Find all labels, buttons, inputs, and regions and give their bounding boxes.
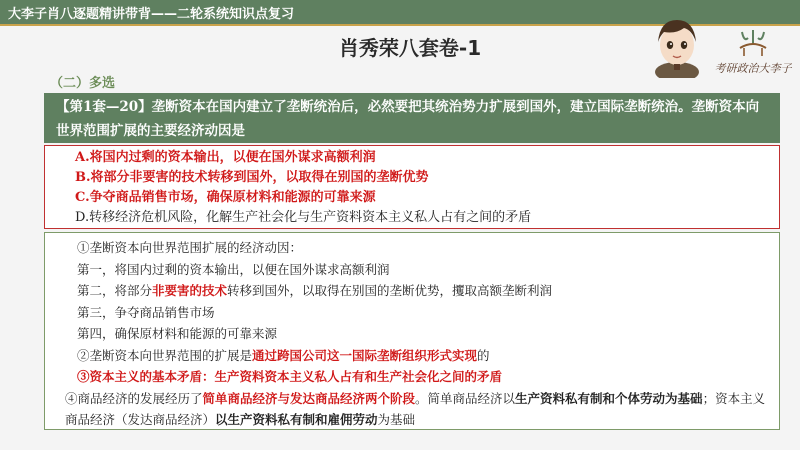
analysis-line-8-part-a: ④商品经济的发展经历了 <box>65 390 203 406</box>
option-b[interactable]: B.将部分非要害的技术转移到国外，以取得在别国的垄断优势 <box>75 170 429 185</box>
question-box <box>44 93 780 143</box>
analysis-line-8-part-e: ；资本主义商品经济（发达商品经济） <box>65 390 766 427</box>
analysis-line-3 <box>77 280 771 302</box>
analysis-line-7: ③资本主义的基本矛盾：生产资料资本主义私人占有和生产社会化之间的矛盾 <box>77 369 503 384</box>
analysis-line-4: 第三，争夺商品销售市场 <box>77 304 215 320</box>
analysis-line-8-part-c: 。简单商品经济以 <box>415 390 516 406</box>
option-c[interactable]: C.争夺商品销售市场，确保原材料和能源的可靠来源 <box>75 190 376 205</box>
series-title: 大李子肖八逐题精讲带背——二轮系统知识点复习 <box>8 7 295 22</box>
analysis-line-8 <box>65 388 771 431</box>
analysis-line-6-highlight: 通过跨国公司这一国际垄断组织形式实现 <box>252 347 478 363</box>
option-a[interactable]: A.将国内过剩的资本输出，以便在国外谋求高额利润 <box>75 150 376 165</box>
option-d[interactable]: D.转移经济危机风险，化解生产社会化与生产资料资本主义私人占有之间的矛盾 <box>75 210 532 225</box>
section-label: （二）多选 <box>50 76 116 91</box>
analysis-line-2: 第一，将国内过剩的资本输出，以便在国外谋求高额利润 <box>77 261 390 277</box>
analysis-line-3-highlight: 非要害的技术 <box>152 283 228 298</box>
analysis-line-3-part-a: 第二，将部分 <box>77 283 153 298</box>
presenter-avatar-icon <box>646 14 708 78</box>
analysis-line-8-highlight-1: 简单商品经济与发达商品经济两个阶段 <box>202 390 416 406</box>
analysis-line-6 <box>77 345 771 367</box>
analysis-line-8-bold-2: 以生产资料私有制和雇佣劳动 <box>215 412 378 427</box>
brand-logo <box>712 28 794 78</box>
logo-text: 考研政治大李子 <box>714 62 792 75</box>
analysis-line-1: ①垄断资本向世界范围扩展的经济动因： <box>77 240 303 255</box>
analysis-line-6-part-c: 的 <box>477 347 490 363</box>
options-box <box>44 145 780 229</box>
analysis-line-8-part-g: 为基础 <box>377 412 416 427</box>
analysis-line-3-part-c: 转移到国外，以取得在别国的垄断优势，攫取高额垄断利润 <box>227 283 553 298</box>
question-text: 【第1套—20】垄断资本在国内建立了垄断统治后，必然要把其统治势力扩展到国外，建立国际垄断统治。垄断资本向世界范围扩展的主要经济动因是 <box>56 99 760 139</box>
page-title: 肖秀荣八套卷-1 <box>338 36 482 60</box>
analysis-box <box>44 232 780 430</box>
analysis-line-6-part-a: ②垄断资本向世界范围的扩展是 <box>77 347 253 363</box>
analysis-line-8-bold-1: 生产资料私有制和个体劳动为基础 <box>515 390 703 406</box>
analysis-line-5: 第四，确保原材料和能源的可靠来源 <box>77 326 278 341</box>
